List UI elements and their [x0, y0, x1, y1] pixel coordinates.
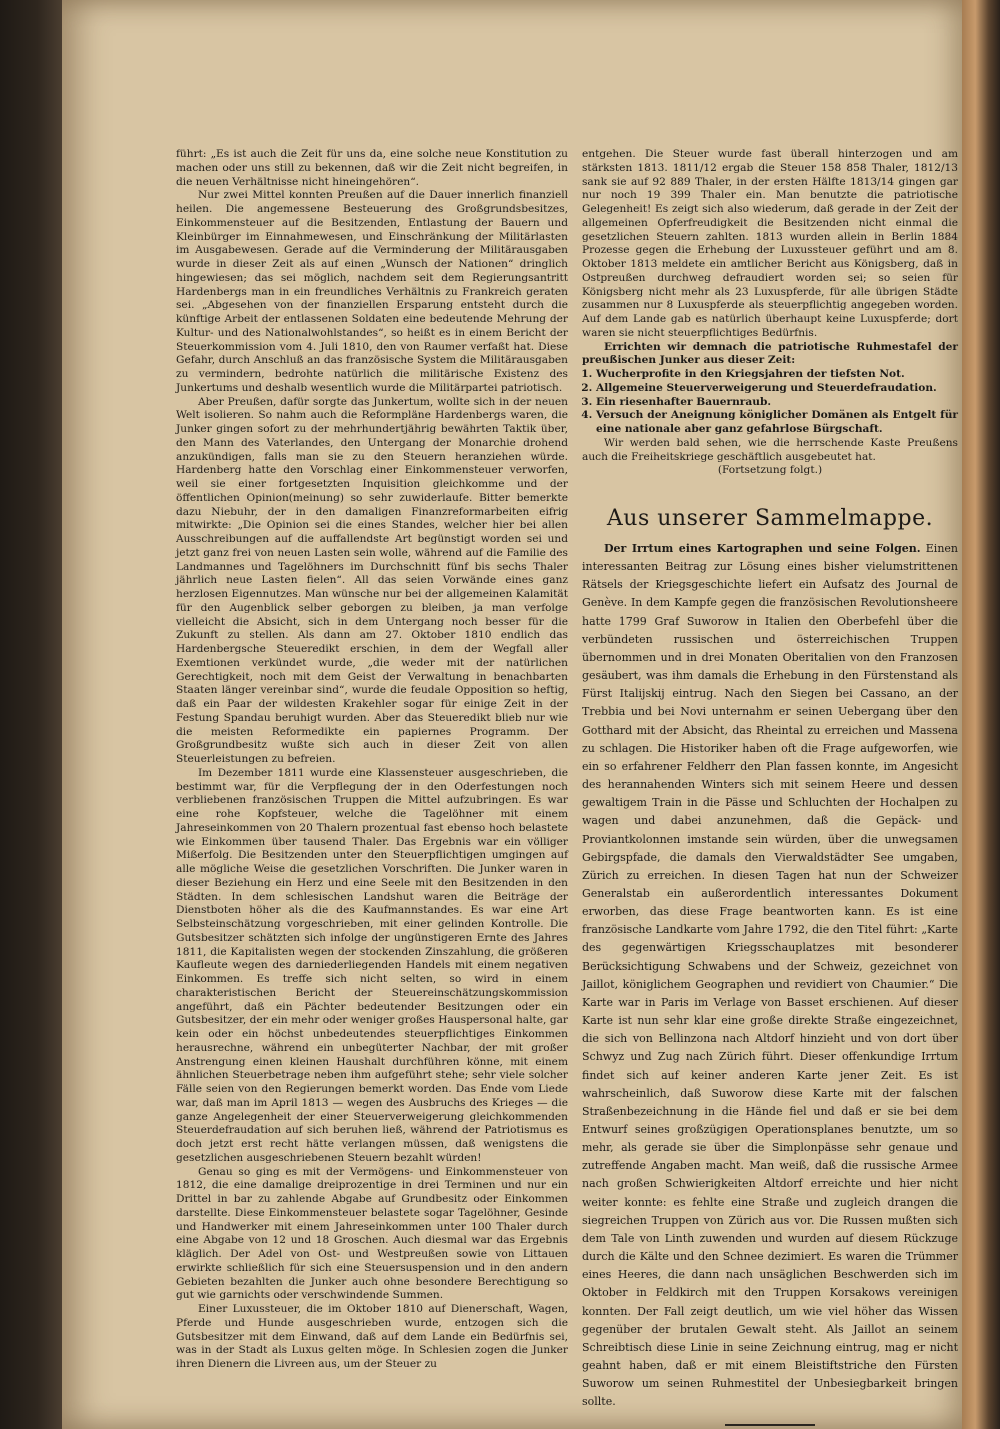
- paragraph: entgehen. Die Steuer wurde fast überall hinterzogen und am stärksten 1813. 1811/12 ergab die Steuer 158 858 Thaler, 1812/13 sank sie auf 92 889 Thaler, in der ersten Hälfte 1813/14 gingen gar nur noch 19 399 Thaler ein. Man benutzte die patriotische Gelegenheit! Es zeigt sich also wiederum, daß gerade in der Zeit der allgemeinen Opferfreudigkeit die Besitzenden nicht einmal die gesetzlichen Steuern zahlten. 1813 wurden allein in Berlin 1884 Prozesse gegen die Erhebung der Luxussteuer geführt und am 8. Oktober 1813 meldete ein amtlicher Bericht aus Königsberg, daß in Ostpreußen durchweg defraudiert worden sei; so seien für Königsberg nicht mehr als 23 Luxuspferde, für alle übrigen Städte zusammen nur 8 Luxuspferde als steuerpflichtig angegeben worden. Auf dem Lande gab es natürlich überhaupt keine Luxuspferde; dort waren sie nicht steuerpflichtiges Bedürfnis.: [582, 148, 958, 339]
- list-item: 3. Ein riesenhafter Bauernraub.: [596, 396, 958, 410]
- end-rule: [725, 1424, 815, 1426]
- list-item: 2. Allgemeine Steuerverweigerung und Steuerdefraudation.: [596, 382, 958, 396]
- closing-paragraph: Wir werden bald sehen, wie die herrschende Kaste Preußens auch die Freiheitskriege geschäftlich ausgebeutet hat.: [582, 436, 958, 463]
- paragraph: Aber Preußen, dafür sorgte das Junkertum, wollte sich in der neuen Welt isolieren. So nahm auch die Reformpläne Hardenbergs waren, die Junker gingen sofort zu der mehrhundertjährig bewährten Taktik über, den Mann des Vaterlandes, den Untergang der Monarchie drohend anzukündigen, falls man sie zu den Steuern heranziehen würde. Hardenberg hatte den Vorschlag einer Einkommensteuer verworfen, weil sie einer fortgesetzten Inquisition gleichkomme und der öffentlichen Opinion(meinung) so sehr zuwiderlaufe. Bitter bemerkte dazu Niebuhr, der in den damaligen Finanzreformarbeiten eifrig mitwirkte: „Die Opinion sei die eines Standes, welcher hier bei allen Ausschreibungen auf die auffallendste Art begünstigt worden sei und jetzt ganz frei von neuen Lasten sein wolle, während auf die Familie des Landmannes und Tagelöhners im Durchschnitt fünf bis sechs Thaler jährlich neue Lasten fielen“. All das seien Vorwände eines ganz herzlosen Eigennutzes. Man wünsche nur bei der allgemeinen Kalamität für den Augenblick selber geborgen zu bleiben, ja man verfolge vielleicht die Absicht, sich in dem Untergang noch besser für die Zukunft zu stellen. Als dann am 27. Oktober 1810 endlich das Hardenbergsche Steueredikt erschien, in dem der Wegfall aller Exemtionen verkündet wurde, „die weder mit der natürlichen Gerechtigkeit, noch mit dem Geist der Verwaltung in benachbarten Staaten länger vereinbar sind“, wurde die feudale Opposition so heftig, daß ein Paar der wildesten Krakehler sogar für einige Zeit in der Festung Spandau beruhigt wurden. Aber das Steueredikt blieb nur wie die meisten Reformedikte ein papiernes Programm. Der Großgrundbesitz wußte sich auch in dieser Zeit von allen Steuerleistungen zu befreien.: [176, 395, 568, 765]
- article-lead: Der Irrtum eines Kartographen und seine Folgen.: [604, 542, 921, 555]
- book-binding: [0, 0, 62, 1429]
- paragraph: Errichten wir demnach die patriotische Ruhmestafel der preußischen Junker aus dieser Zeit:: [582, 340, 958, 367]
- article-text: [582, 540, 958, 1412]
- article-body: Einen interessanten Beitrag zur Lösung eines bisher vielumstrittenen Rätsels der Kriegsgeschichte liefert ein Aufsatz des Journal de Genève. In dem Kampfe gegen die französischen Revolutionsheere hatte 1799 Graf Suworow in Italien den Oberbefehl über die verbündeten russischen und österreichischen Truppen übernommen und in drei Monaten Oberitalien von den Franzosen gesäubert, was ihm damals die Erhebung in den Fürstenstand als Fürst Italijskij eintrug. Nach den Siegen bei Cassano, an der Trebbia und bei Novi unternahm er seinen Uebergang über den Gotthard mit der Absicht, das Rheintal zu erreichen und Massena zu schlagen. Die Historiker haben oft die Frage aufgeworfen, wie ein so erfahrener Feldherr den Plan fassen konnte, im Angesicht des herannahenden Winters sich mit seinem Heere und dessen gewaltigem Train in die Pässe und Schluchten der Hochalpen zu wagen und dabei anzunehmen, daß die Gepäck- und Proviantkolonnen imstande sein würden, über die unwegsamen Gebirgspfade, die damals den Vierwaldstädter See umgaben, Zürich zu erreichen. In diesen Tagen hat nun der Schweizer Generalstab ein außerordentlich interessantes Dokument erworben, das diese Frage beantworten kann. Es ist eine französische Landkarte vom Jahre 1792, die den Titel führt: „Karte des gegenwärtigen Kriegsschauplatzes mit besonderer Berücksichtigung Schwabens und der Schweiz, gezeichnet von Jaillot, königlichem Geographen und revidiert von Chaumier.“ Die Karte war in Paris im Verlage von Basset erschienen. Auf dieser Karte ist nun sehr klar eine große direkte Straße eingezeichnet, die sich von Bellinzona nach Altdorf hinzieht und von dort über Schwyz und Zug nach Zürich führt. Dieser offenkundige Irrtum findet sich auf keiner anderen Karte jener Zeit. Es ist wahrscheinlich, daß Suworow diese Karte mit der falschen Straßenbezeichnung in die Hände fiel und daß er sie bei dem Entwurf seines großzügigen Operationsplanes benutzte, um so mehr, als gerade sie über die Simplonpässe sehr genaue und zutreffende Angaben macht. Man weiß, daß die russische Armee nach großen Schwierigkeiten Altdorf erreichte und hier nicht weiter konnte: es fehlte eine Straße und zugleich drangen die siegreichen Truppen von Zürich aus vor. Die Russen mußten sich dem Tale von Linth zuwenden und wurden auf diesem Rückzuge durch die Kälte und den Schnee dezimiert. Es waren die Trümmer eines Heeres, die dann nach unsäglichen Beschwerden sich im Oktober in Feldkirch mit den Truppen Korsakows vereinigen konnten. Der Fall zeigt deutlich, um wie viel höher das Wissen gegenüber der brutalen Gewalt steht. Als Jaillot an seinem Schreibtisch diese Linie in seine Zeichnung eintrug, mag er nicht geahnt haben, daß er mit einem Bleistiftstriche den Fürsten Suworow um seinen Ruhmestitel der Unbesiegbarkeit bringen sollte.: [582, 542, 959, 1409]
- list-item: 4. Versuch der Aneignung königlicher Domänen als Entgelt für eine nationale aber ganz gefahrlose Bürgschaft.: [596, 409, 958, 437]
- paragraph: führt: „Es ist auch die Zeit für uns da, eine solche neue Konstitution zu machen oder uns still zu bekennen, daß wir die Zeit nicht begreifen, in die neuen Verhältnisse nicht hineingehören“.: [176, 148, 568, 188]
- left-column: [176, 148, 568, 1370]
- continuation-note: (Fortsetzung folgt.): [717, 464, 823, 477]
- paragraph: Im Dezember 1811 wurde eine Klassensteuer ausgeschrieben, die bestimmt war, für die Verpflegung der in den Oderfestungen noch verbliebenen französischen Truppen die Mittel aufzubringen. Es war eine rohe Kopfsteuer, welche die Tagelöhner mit einem Jahreseinkommen von 20 Thalern prozentual fast ebenso hoch belastete wie Einkommen über tausend Thaler. Das Ergebnis war ein völliger Mißerfolg. Die Besitzenden unter den Steuerpflichtigen umgingen auf alle mögliche Weise die gesetzlichen Vorschriften. Die Junker waren in dieser Beziehung ein Herz und eine Seele mit den Besitzenden in den Städten. In dem schlesischen Landshut waren die Beiträge der Dienstboten höher als die des Kaufmannstandes. Es war eine Art Selbsteinschätzung vorgeschrieben, mit einer gelinden Kontrolle. Die Gutsbesitzer schätzten sich infolge der ungünstigeren Ernte des Jahres 1811, die Kapitalisten wegen der stockenden Zinszahlung, die größeren Kaufleute wegen des darniederliegenden Handels mit einem negativen Einkommen. Es treffe sich nicht selten, so wird in einem charakteristischen Bericht der Steuereinschätzungskommission angeführt, daß ein Pächter bedeutender Besitzungen oder ein Gutsbesitzer, der ein mehr oder weniger großes Hauspersonal halte, gar kein oder ein höchst unbedeutendes steuerpflichtiges Einkommen herausrechne, während ein unbegüterter Nachbar, der mit großer Anstrengung einen kleinen Haushalt durchführen könne, mit einem ähnlichen Steuerbetrage neben ihm aufgeführt stehe; sehr viele solcher Fälle seien von den Regierungen bemerkt worden. Das Ende vom Liede war, daß man im April 1813 — wegen des Ausbruchs des Krieges — die ganze Angelegenheit der einer Steuerverweigerung gleichkommenden Steuerdefraudation auf sich beruhen ließ, während der Patriotismus es doch jetzt erst recht hätte verlangen müssen, daß wenigstens die gesetzlichen ausgeschriebenen Steuern bezahlt würden!: [176, 766, 568, 1164]
- section-title: Aus unserer Sammelmappe.: [606, 506, 934, 531]
- reasons-list: [582, 368, 958, 437]
- paragraph: Genau so ging es mit der Vermögens- und Einkommensteuer von 1812, die eine damalige dreiprozentige in drei Terminen und nur ein Drittel in bar zu zahlende Abgabe auf Grundbesitz oder Einkommen darstellte. Diese Einkommensteuer belastete sogar Tagelöhner, Gesinde und Handwerker mit einem Jahreseinkommen unter 100 Thaler durch eine Abgabe von 12 und 18 Groschen. Auch diesmal war das Ergebnis kläglich. Der Adel von Ost- und Westpreußen sowie von Littauen erwirkte schließlich für sich eine Steuersuspension und in den andern Gebieten bezahlten die Junker auch ohne besondere Berechtigung so gut wie garnichts oder verschwindende Summen.: [176, 1165, 568, 1302]
- list-item: 1. Wucherprofite in den Kriegsjahren der tiefsten Not.: [596, 368, 958, 382]
- paragraph: Nur zwei Mittel konnten Preußen auf die Dauer innerlich finanziell heilen. Die angemessene Besteuerung des Großgrundsbesitzes, Einkommensteuer auf die Besitzenden, Entlastung der Bauern und Kleinbürger im Einnahmewesen, und Einschränkung der Militärlasten im Ausgabewesen. Gerade auf die Verminderung der Militärausgaben wurde in dieser Zeit als auf einen „Wunsch der Nationen“ dringlich hingewiesen; das sei möglich, nachdem seit dem Regierungsantritt Hardenbergs man in ein freundliches Verhältnis zu Frankreich geraten sei. „Abgesehen von der finanziellen Ersparung entsteht durch die künftige Arbeit der entlassenen Soldaten eine bedeutende Mehrung der Kultur- und des Nationalwohlstandes“, so heißt es in einem Bericht der Steuerkommission vom 4. Juli 1810, den von Raumer verfaßt hat. Diese Gefahr, durch Anschluß an das französische System die Militärausgaben zu vermindern, bedrohte natürlich die militärische Existenz des Junkertums und deshalb wesentlich wurde die Militärpartei patriotisch.: [176, 189, 568, 394]
- paragraph: Einer Luxussteuer, die im Oktober 1810 auf Dienerschaft, Wagen, Pferde und Hunde ausgeschrieben wurde, entzogen sich die Gutsbesitzer mit dem Einwand, daß auf dem Lande ein Bedürfnis sei, was in der Stadt als Luxus gelten möge. In Schlesien zogen die Junker ihren Dienern die Livreen aus, um der Steuer zu: [176, 1303, 568, 1370]
- page-edge: [962, 0, 1000, 1429]
- right-column: [582, 148, 959, 1409]
